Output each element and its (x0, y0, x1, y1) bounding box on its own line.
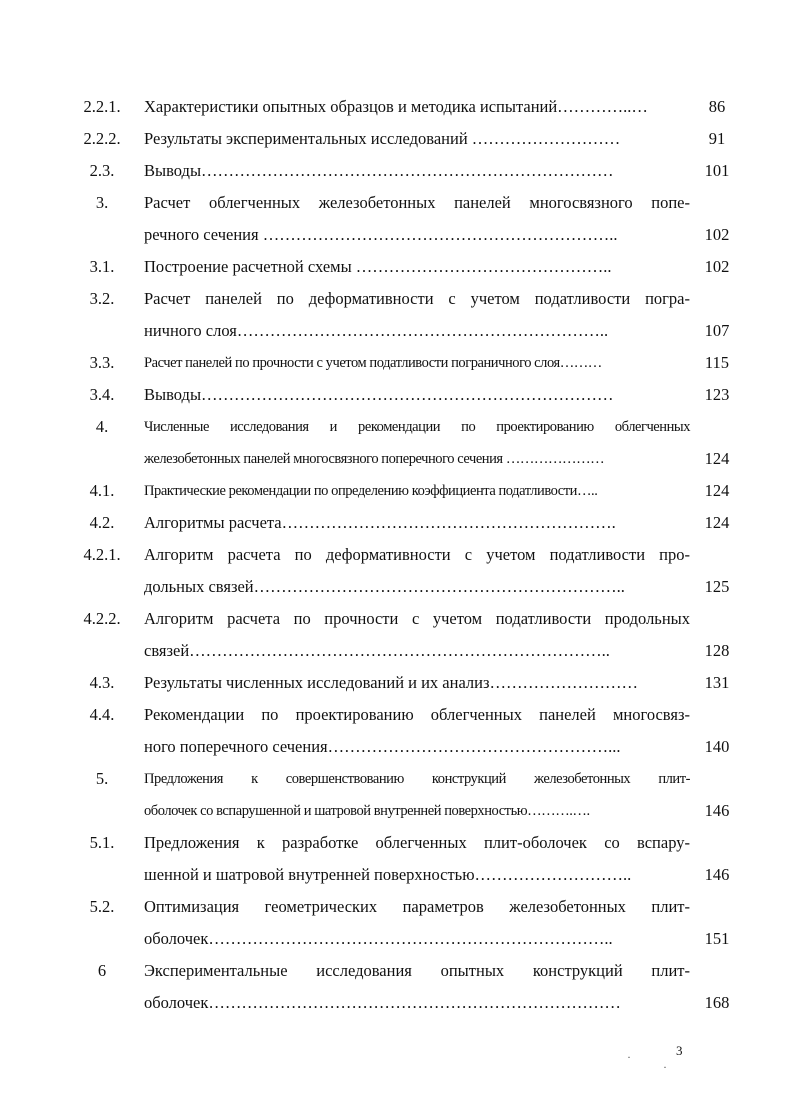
toc-entry-number: 4.2.2. (83, 609, 121, 628)
toc-entry-title-cont: ничного слоя………………………………………………………….. (144, 321, 609, 340)
toc-entry-page: 123 (704, 385, 730, 404)
toc-entry-title: Расчет панелей по деформативности с учетом податливости погра- (144, 289, 690, 308)
toc-entry (0, 415, 794, 439)
toc-entry-page: 124 (704, 513, 730, 532)
toc-entry-number: 3.3. (89, 353, 115, 372)
toc-entry (0, 895, 794, 919)
toc-entry-number: 2.2.1. (83, 97, 121, 116)
toc-entry-continuation (0, 991, 794, 1015)
toc-entry-page: 131 (704, 673, 730, 692)
toc-entry-title: Расчет облегченных железобетонных панелей многосвязного попе- (144, 193, 690, 212)
toc-entry-title: Численные исследования и рекомендации по проектированию облегченных (144, 419, 690, 435)
toc-entry-continuation (0, 735, 794, 759)
toc-entry-continuation (0, 927, 794, 951)
toc-entry (0, 959, 794, 983)
toc-entry (0, 191, 794, 215)
toc-entry-title-cont: оболочек………………………………………………………………… (144, 993, 621, 1012)
toc-entry-continuation (0, 639, 794, 663)
toc-entry-number: 4.2.1. (83, 545, 121, 564)
toc-entry-number: 6 (97, 961, 107, 980)
toc-entry-title: Результаты экспериментальных исследований ……………………… (144, 129, 621, 148)
toc-entry-page: 107 (704, 321, 730, 340)
toc-entry-title-cont: ного поперечного сечения……………………………………………... (144, 737, 621, 756)
toc-entry-title: Рекомендации по проектированию облегченных панелей многосвяз- (144, 705, 690, 724)
toc-entry-number: 3.2. (89, 289, 115, 308)
toc-entry-title-cont: дольных связей………………………………………………………….. (144, 577, 625, 596)
toc-entry-title: Предложения к совершенствованию конструкций железобетонных плит- (144, 771, 690, 787)
toc-entry-title-cont: шенной и шатровой внутренней поверхностью……………………….. (144, 865, 632, 884)
toc-entry-continuation (0, 319, 794, 343)
toc-entry-title: Оптимизация геометрических параметров железобетонных плит- (144, 897, 690, 916)
toc-entry-continuation (0, 575, 794, 599)
toc-entry-continuation (0, 799, 794, 823)
page-number: 3 (676, 1043, 683, 1058)
toc-entry-page: 124 (704, 449, 730, 468)
toc-entry-number: 3.4. (89, 385, 115, 404)
toc-entry-continuation (0, 223, 794, 247)
toc-entry-page: 151 (704, 929, 730, 948)
toc-entry-number: 2.2.2. (83, 129, 121, 148)
toc-entry (0, 703, 794, 727)
toc-entry (0, 607, 794, 631)
toc-entry-title-cont: связей………………………………………………………………….. (144, 641, 610, 660)
toc-entry-title-cont: оболочек……………………………………………………………….. (144, 929, 613, 948)
toc-entry-page: 140 (704, 737, 730, 756)
toc-entry-number: 3. (95, 193, 109, 212)
toc-entry-title: Алгоритм расчета по деформативности с учетом податливости про- (144, 545, 690, 564)
toc-entry-title: Экспериментальные исследования опытных конструкций плит- (144, 961, 690, 980)
toc-entry (0, 159, 794, 183)
toc-entry (0, 95, 794, 119)
toc-entry-title: Характеристики опытных образцов и методика испытаний…………..… (144, 97, 648, 116)
toc-entry-title-cont: оболочек со вспарушенной и шатровой внутренней поверхностью……….…. (144, 803, 590, 819)
toc-entry-title: Построение расчетной схемы ……………………………………….. (144, 257, 612, 276)
toc-entry-title-cont: речного сечения ……………………………………………………….. (144, 225, 618, 244)
toc-entry-page: 102 (704, 257, 730, 276)
toc-entry-page: 86 (708, 97, 726, 116)
toc-entry (0, 351, 794, 375)
toc-entry-title: Выводы………………………………………………………………… (144, 385, 614, 404)
toc-entry (0, 479, 794, 503)
toc-entry-number: 4.2. (89, 513, 115, 532)
scan-speck: · (627, 1050, 631, 1064)
toc-entry-page: 101 (704, 161, 730, 180)
toc-entry-number: 4.3. (89, 673, 115, 692)
toc-entry-number: 4.1. (89, 481, 115, 500)
toc-entry-continuation (0, 863, 794, 887)
toc-entry-number: 5. (95, 769, 109, 788)
toc-entry-title: Результаты численных исследований и их анализ……………………… (144, 673, 639, 692)
toc-entry-page: 168 (704, 993, 730, 1012)
toc-entry-page: 102 (704, 225, 730, 244)
toc-entry-number: 4. (95, 417, 109, 436)
toc-entry-title: Практические рекомендации по определению коэффициента податливости….. (144, 483, 598, 499)
toc-entry-page: 124 (704, 481, 730, 500)
toc-entry-continuation (0, 447, 794, 471)
toc-entry (0, 767, 794, 791)
toc-entry-page: 91 (708, 129, 726, 148)
toc-entry-page: 115 (704, 353, 730, 372)
toc-entry-page: 146 (704, 865, 730, 884)
toc-entry-page: 146 (704, 801, 730, 820)
toc-entry-title: Предложения к разработке облегченных плит-оболочек со вспару- (144, 833, 690, 852)
toc-entry-number: 2.3. (89, 161, 115, 180)
toc-entry (0, 511, 794, 535)
toc-entry-title: Алгоритм расчета по прочности с учетом податливости продольных (144, 609, 690, 628)
toc-entry-title: Выводы………………………………………………………………… (144, 161, 614, 180)
toc-entry-number: 5.1. (89, 833, 115, 852)
toc-entry-number: 4.4. (89, 705, 115, 724)
toc-entry (0, 287, 794, 311)
toc-entry-title: Расчет панелей по прочности с учетом податливости пограничного слоя……… (144, 355, 602, 371)
scan-speck: · (663, 1060, 667, 1074)
toc-entry-number: 5.2. (89, 897, 115, 916)
toc-entry (0, 255, 794, 279)
toc-entry-title: Алгоритмы расчета……………………………………………………. (144, 513, 616, 532)
toc-entry (0, 383, 794, 407)
toc-entry (0, 543, 794, 567)
toc-entry (0, 671, 794, 695)
toc-entry-number: 3.1. (89, 257, 115, 276)
toc-entry-page: 125 (704, 577, 730, 596)
toc-entry-page: 128 (704, 641, 730, 660)
toc-entry (0, 127, 794, 151)
toc-entry (0, 831, 794, 855)
toc-entry-title-cont: железобетонных панелей многосвязного поперечного сечения ………………… (144, 451, 605, 467)
